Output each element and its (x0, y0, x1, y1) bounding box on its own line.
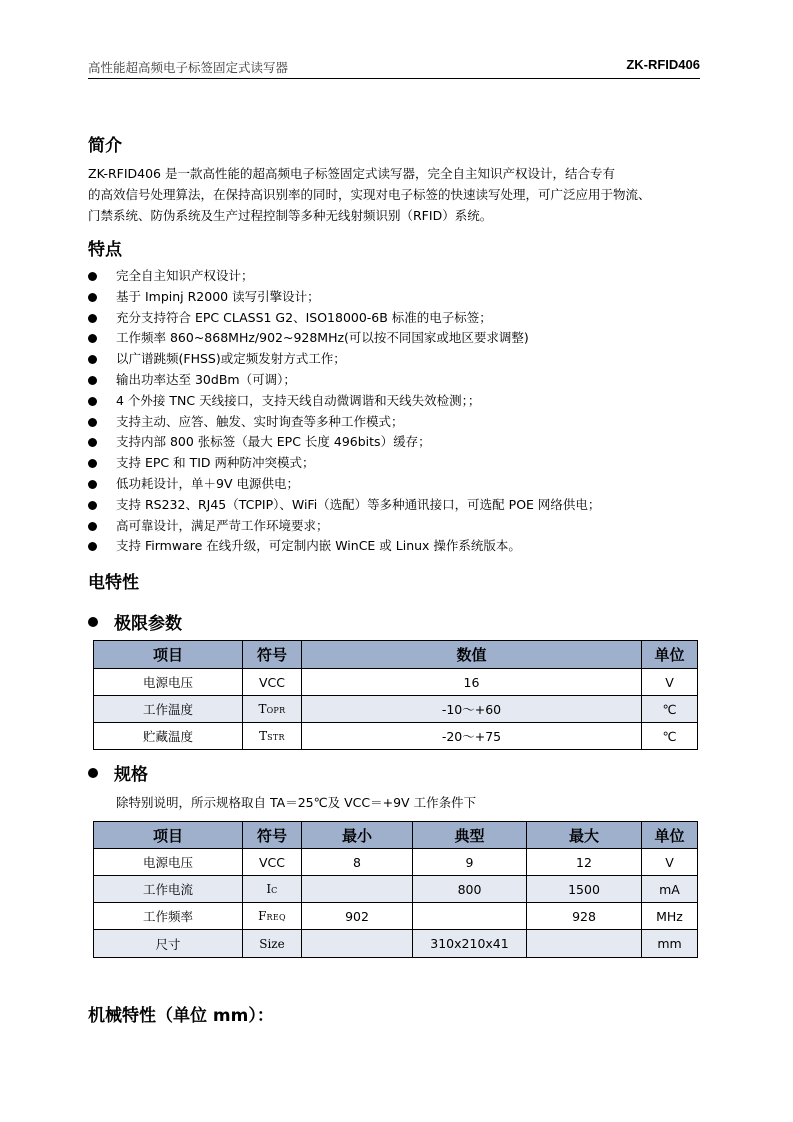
table-header-row (94, 822, 698, 849)
bullet-icon (88, 355, 97, 364)
feature-item (88, 412, 708, 433)
table-header-cell: 项目 (94, 822, 243, 849)
feature-item (88, 495, 708, 516)
table-header-cell: 最小 (302, 822, 413, 849)
symbol-subscript: OPR (266, 706, 286, 715)
table-cell: 800 (413, 876, 527, 903)
specs-heading (88, 760, 148, 785)
symbol-cell (243, 723, 302, 750)
header-title: 高性能超高频电子标签固定式读写器 (88, 60, 289, 75)
table-cell: mm (642, 930, 698, 958)
symbol-cell (243, 876, 302, 903)
table-header-cell: 数值 (302, 641, 642, 669)
intro-line: 门禁系统、防伪系统及生产过程控制等多种无线射频识别（RFID）系统。 (88, 208, 493, 223)
feature-item (88, 287, 708, 308)
mechanical-heading: 机械特性（单位 mm）： (88, 1006, 274, 1026)
table-cell: V (642, 849, 698, 876)
table-header-cell: 符号 (243, 822, 302, 849)
specs-table (93, 821, 698, 958)
intro-paragraph (88, 163, 704, 226)
page-header (88, 56, 700, 79)
table-cell: 9 (413, 849, 527, 876)
table-cell: ℃ (642, 723, 698, 750)
table-cell: 8 (302, 849, 413, 876)
bullet-icon (88, 293, 97, 302)
table-header-cell: 典型 (413, 822, 527, 849)
feature-item (88, 349, 708, 370)
table-row (94, 696, 698, 723)
feature-item (88, 308, 708, 329)
feature-text: 输出功率达至 30dBm（可调）； (116, 371, 296, 387)
table-header-cell: 项目 (94, 641, 243, 669)
bullet-icon (88, 438, 97, 447)
table-cell (302, 876, 413, 903)
bullet-icon (88, 397, 97, 406)
specs-note: 除特别说明，所示规格取自 TA＝25℃及 VCC＝+9V 工作条件下 (116, 795, 477, 810)
table-row (94, 723, 698, 750)
feature-text: 支持 Firmware 在线升级，可定制内嵌 WinCE 或 Linux 操作系统版本。 (116, 538, 521, 554)
table-cell: 电源电压 (94, 669, 243, 696)
symbol-main: F (258, 909, 267, 923)
table-header-cell: 单位 (642, 822, 698, 849)
table-header-cell: 单位 (642, 641, 698, 669)
feature-text: 基于 Impinj R2000 读写引擎设计； (116, 288, 320, 304)
table-row (94, 849, 698, 876)
table-cell: VCC (243, 849, 302, 876)
feature-item (88, 474, 708, 495)
bullet-icon (88, 418, 97, 427)
intro-line: ZK-RFID406 是一款高性能的超高频电子标签固定式读写器，完全自主知识产权设计，结合专有 (88, 166, 615, 181)
electrical-heading: 电特性 (88, 573, 139, 593)
bullet-icon (88, 768, 98, 778)
table-cell: 902 (302, 903, 413, 930)
limits-table (93, 640, 698, 750)
symbol-main: I (266, 882, 272, 896)
table-cell: 928 (527, 903, 642, 930)
feature-item (88, 391, 708, 412)
table-cell: VCC (243, 669, 302, 696)
symbol-subscript: REQ (266, 913, 286, 922)
table-cell: 工作电流 (94, 876, 243, 903)
feature-text: 4 个外接 TNC 天线接口，支持天线自动微调谐和天线失效检测；； (116, 392, 481, 408)
symbol-cell (243, 696, 302, 723)
symbol-main: T (259, 729, 268, 743)
feature-text: 支持内部 800 张标签（最大 EPC 长度 496bits）缓存； (116, 434, 431, 450)
bullet-icon (88, 334, 97, 343)
symbol-cell (243, 930, 302, 958)
symbol-subscript: STR (267, 733, 285, 742)
limits-heading-text: 极限参数 (114, 614, 182, 634)
table-cell: 工作频率 (94, 903, 243, 930)
symbol-main: T (258, 702, 267, 716)
feature-item (88, 328, 708, 349)
bullet-icon (88, 522, 97, 531)
feature-item (88, 453, 708, 474)
feature-item (88, 536, 708, 557)
intro-line: 的高效信号处理算法，在保持高识别率的同时，实现对电子标签的快速读写处理，可广泛应用于物流、 (88, 187, 651, 202)
bullet-icon (88, 314, 97, 323)
features-list (88, 266, 708, 557)
table-cell: 工作温度 (94, 696, 243, 723)
bullet-icon (88, 617, 98, 627)
feature-item (88, 266, 708, 287)
feature-item (88, 370, 708, 391)
table-cell (527, 930, 642, 958)
bullet-icon (88, 480, 97, 489)
feature-item (88, 432, 708, 453)
table-cell: 尺寸 (94, 930, 243, 958)
table-cell: 16 (302, 669, 642, 696)
feature-text: 支持主动、应答、触发、实时询查等多种工作模式； (116, 413, 404, 429)
symbol-subscript: C (271, 886, 278, 895)
table-row (94, 903, 698, 930)
table-cell: MHz (642, 903, 698, 930)
intro-heading: 简介 (88, 136, 122, 156)
bullet-icon (88, 501, 97, 510)
feature-text: 以广谱跳频(FHSS)或定频发射方式工作； (116, 351, 346, 367)
table-row (94, 876, 698, 903)
table-header-row (94, 641, 698, 669)
table-cell: ℃ (642, 696, 698, 723)
table-cell: -10～+60 (302, 696, 642, 723)
feature-text: 完全自主知识产权设计； (116, 268, 254, 283)
table-cell (302, 930, 413, 958)
table-header-cell: 符号 (243, 641, 302, 669)
features-heading: 特点 (88, 240, 122, 260)
feature-item (88, 516, 708, 537)
header-model: ZK-RFID406 (626, 57, 700, 72)
limits-heading (88, 609, 182, 634)
feature-text: 充分支持符合 EPC CLASS1 G2、ISO18000-6B 标准的电子标签； (116, 309, 492, 325)
feature-text: 低功耗设计，单＋9V 电源供电； (116, 475, 299, 491)
table-cell: mA (642, 876, 698, 903)
table-cell: 贮藏温度 (94, 723, 243, 750)
symbol-cell (243, 903, 302, 930)
feature-text: 支持 RS232、RJ45（TCPIP）、WiFi（选配）等多种通讯接口，可选配 POE 网络供电； (116, 496, 601, 512)
table-row (94, 930, 698, 958)
feature-text: 高可靠设计，满足严苛工作环境要求； (116, 517, 329, 533)
symbol-main: Size (259, 936, 285, 951)
table-cell: 电源电压 (94, 849, 243, 876)
table-cell: V (642, 669, 698, 696)
feature-text: 支持 EPC 和 TID 两种防冲突模式； (116, 455, 315, 471)
table-cell: 1500 (527, 876, 642, 903)
specs-heading-text: 规格 (114, 765, 148, 785)
feature-text: 工作频率 860~868MHz/902~928MHz(可以按不同国家或地区要求调整) (116, 330, 529, 346)
table-cell: -20～+75 (302, 723, 642, 750)
table-cell: 310x210x41 (413, 930, 527, 958)
bullet-icon (88, 542, 97, 551)
table-row (94, 669, 698, 696)
bullet-icon (88, 272, 97, 281)
bullet-icon (88, 459, 97, 468)
table-header-cell: 最大 (527, 822, 642, 849)
bullet-icon (88, 376, 97, 385)
table-cell: 12 (527, 849, 642, 876)
table-cell (413, 903, 527, 930)
